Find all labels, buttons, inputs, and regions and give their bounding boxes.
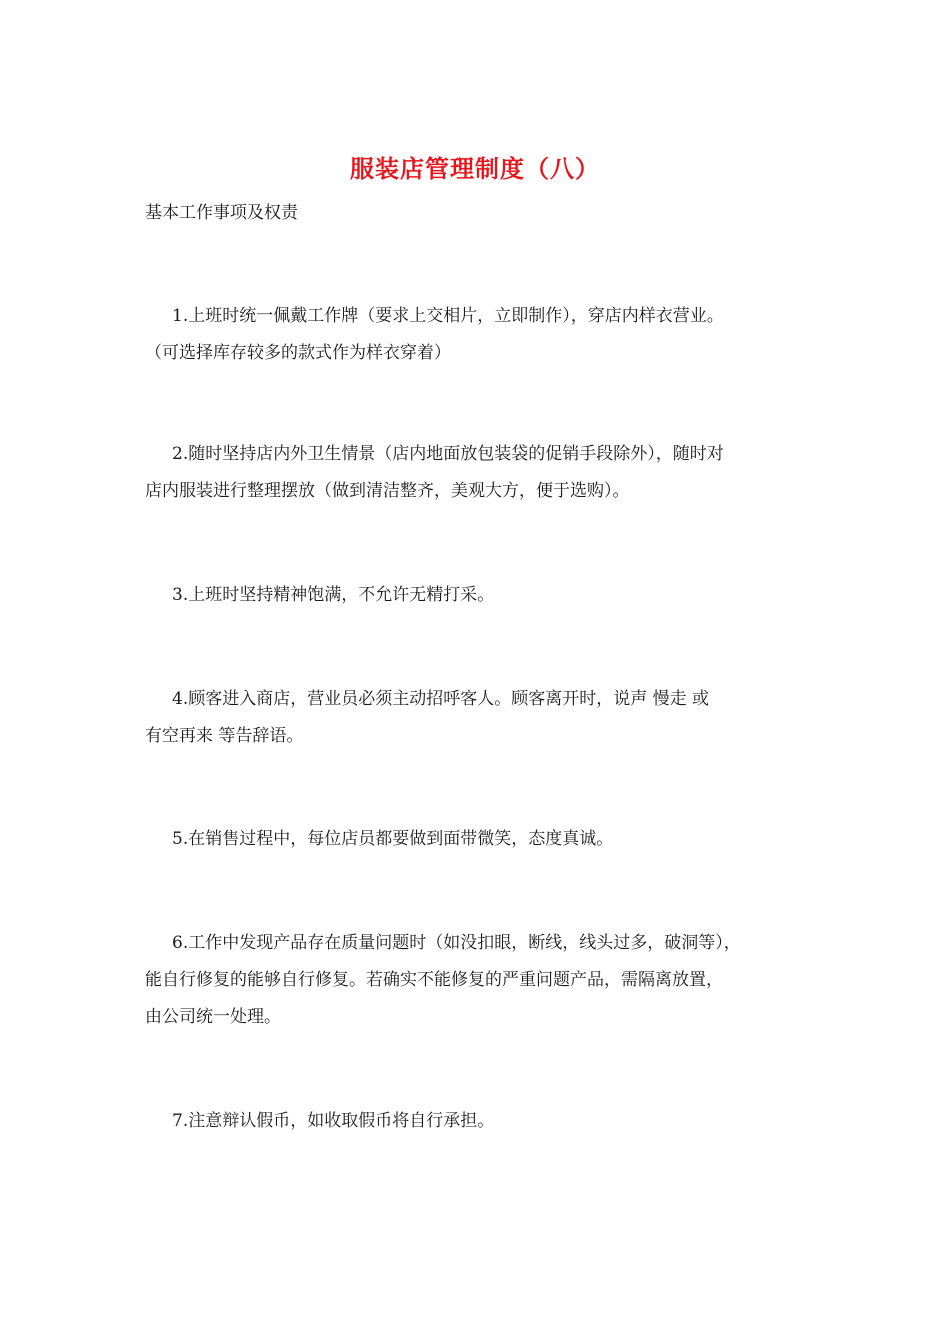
rule-item-3 — [145, 577, 820, 614]
rule-line: 2.随时坚持店内外卫生情景（店内地面放包装袋的促销手段除外），随时对 — [172, 444, 724, 464]
rule-item-6 — [145, 925, 820, 1036]
rule-line: 7.注意辩认假币，如收取假币将自行承担。 — [172, 1111, 495, 1131]
rule-item-7 — [145, 1103, 820, 1140]
rule-line: 能自行修复的能够自行修复。若确实不能修复的严重问题产品，需隔离放置， — [145, 970, 723, 990]
rule-item-4 — [145, 681, 820, 755]
rule-line: 1.上班时统一佩戴工作牌（要求上交相片，立即制作），穿店内样衣营业。 — [172, 306, 724, 326]
rule-item-2 — [145, 436, 820, 510]
rule-item-5 — [145, 821, 820, 858]
page-title: 服装店管理制度（八） — [350, 154, 600, 183]
rule-line: 有空再来 等告辞语。 — [145, 726, 304, 746]
rule-line: （可选择库存较多的款式作为样衣穿着） — [145, 343, 451, 363]
rule-line: 由公司统一处理。 — [145, 1007, 281, 1027]
rule-line: 5.在销售过程中，每位店员都要做到面带微笑，态度真诚。 — [172, 829, 614, 849]
rule-line: 4.顾客进入商店，营业员必须主动招呼客人。顾客离开时，说声 慢走 或 — [172, 689, 710, 709]
rule-line: 6.工作中发现产品存在质量问题时（如没扣眼，断线，线头过多，破洞等）， — [172, 933, 741, 953]
rule-item-1 — [145, 298, 820, 372]
rule-line: 店内服装进行整理摆放（做到清洁整齐，美观大方，便于选购）。 — [145, 481, 630, 501]
rule-line: 3.上班时坚持精神饱满，不允许无精打采。 — [172, 585, 495, 605]
section-heading: 基本工作事项及权责 — [145, 203, 298, 223]
